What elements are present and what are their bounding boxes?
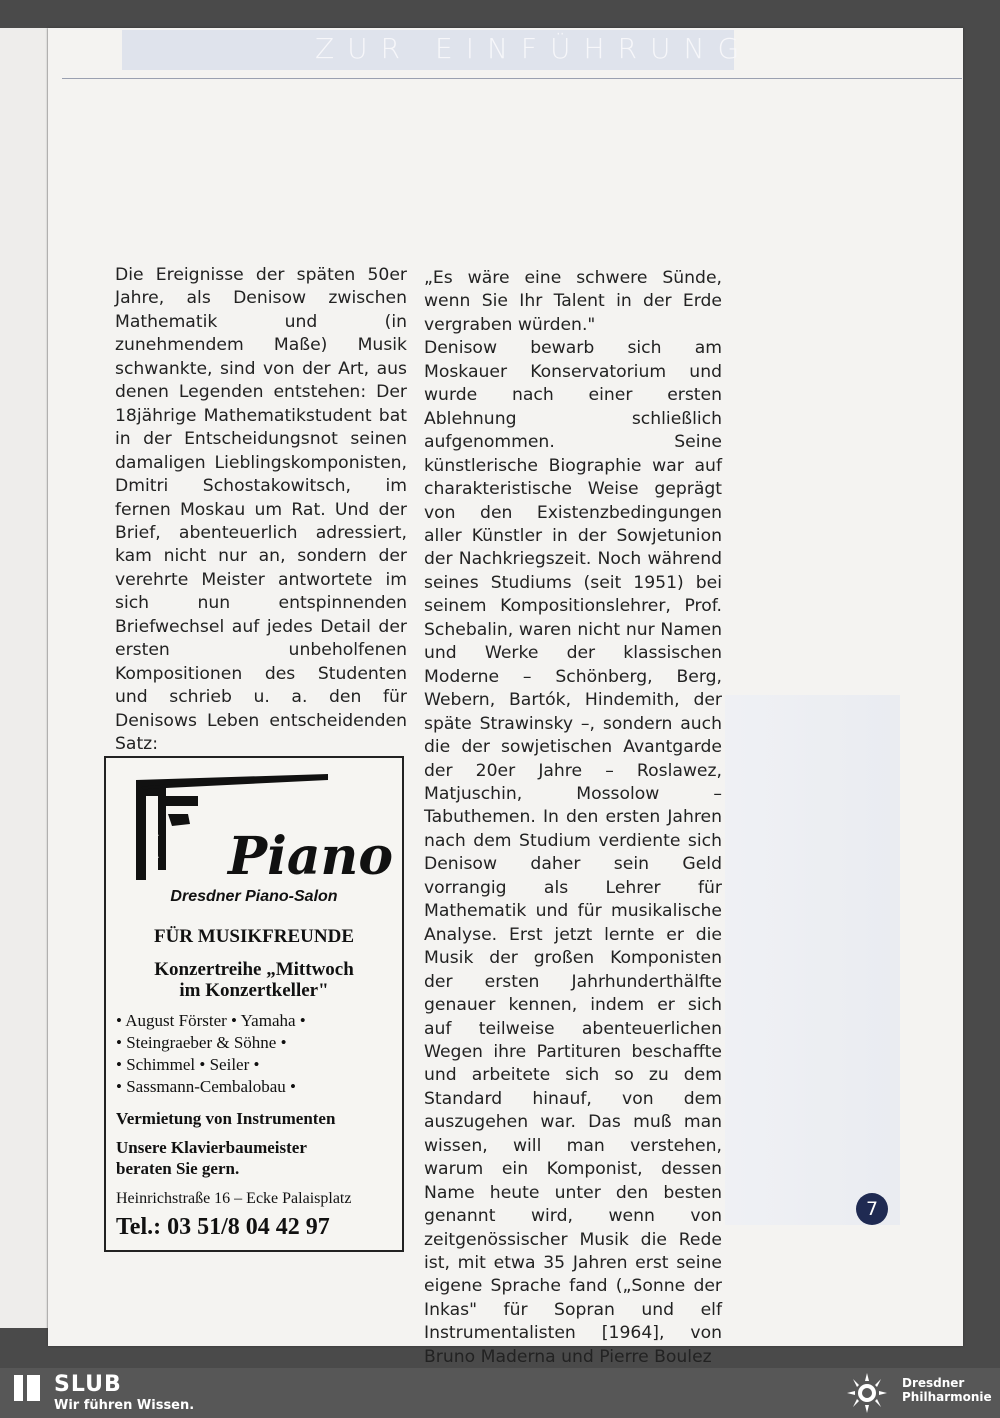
slub-logo-icon [14,1375,40,1401]
right-text-column [424,267,722,1369]
piano-salon-advertisement [104,756,404,1252]
partner-name [902,1376,992,1404]
previous-page-edge [0,28,53,1328]
address: Heinrichstraße 16 – Ecke Palaisplatz [116,1190,352,1207]
left-text-column [115,264,407,757]
partner-line2: Philharmonie [902,1390,992,1404]
left-column-paragraph: Die Ereignisse der späten 50er Jahre, als Denisow zwischen Mathematik und (in zunehmendem Maße) Musik schwankte, sind von der Art, aus denen Legenden entstehen: Der 18jährige Mathematikstudent bat in der Entscheidungsnot seinen damaligen Lieblingskomponisten, Dmitri Schostakowitsch, im fernen Moskau um Rat. Und der Brief, abenteuerlich adressiert, kam nicht nur an, sondern der verehrte Meister antwortete im sich nun entspinnenden Briefwechsel auf jedes Detail der ersten unbeholfenen Kompositionen des Studenten und schrieb u. a. den für Denisows Leben entscheidenden Satz: [115,265,407,755]
show-through-image [725,695,900,1225]
brand-line: • Steingraeber & Söhne • [116,1033,287,1052]
rental-line: Vermietung von Instrumenten [116,1109,336,1128]
phone-number: Tel.: 03 51/8 04 42 97 [116,1214,330,1240]
ad-subtitle: Dresdner Piano-Salon [170,888,338,905]
quote-paragraph: „Es wäre eine schwere Sünde, wenn Sie Ihr Talent in der Erde vergraben würden." [424,268,722,335]
header-rule [62,78,962,79]
sunburst-logo-icon [842,1372,892,1414]
concert-series-line1: Konzertreihe „Mittwoch [154,959,354,980]
advice-line2: beraten Sie gern. [116,1159,240,1178]
brand-line: • Schimmel • Seiler • [116,1055,260,1074]
logo-wordmark: Piano [228,826,394,886]
piano-logo [128,766,398,886]
brand-line: • August Förster • Yamaha • [116,1011,306,1030]
brand-line: • Sassmann-Cembalobau • [116,1077,296,1096]
advice-line1: Unsere Klavierbaumeister [116,1138,307,1157]
right-column-paragraph: Denisow bewarb sich am Moskauer Konservatorium und wurde nach einer ersten Ablehnung schließlich aufgenommen. Seine künstlerische Biographie war auf charakteristische Weise geprägt von den Existenzbedingungen aller Künstler in der Sowjetunion der Nachkriegszeit. Noch während seines Studiums (seit 1951) bei seinem Kompositionslehrer, Prof. Schebalin, waren nicht nur Namen und Werke der klassischen Moderne – Schönberg, Berg, Webern, Bartók, Hindemith, der späte Strawinsky –, sondern auch die der sowjetischen Avantgarde der 20er Jahre – Roslawez, Matjuschin, Mossolow – Tabuthemen. In den ersten Jahren nach dem Studium verdiente sich Denisow daher sein Geld vorrangig als Lehrer für Mathematik und für musikalische Analyse. Erst jetzt lernte er die Musik der großen Komponisten der ersten Jahrhunderthälfte genauer kennen, indem er sich auf teilweise abenteuerlichen Wegen ihre Partituren beschaffte und arbeitete sich so zu dem Standard hinauf, von dem auszugehen war. Das muß man wissen, will man verstehen, warum ein Komponist, dessen Name heute unter den besten genannt wird, wenn von zeitgenössischer Musik die Rede ist, mit etwa 35 Jahren erst seine eigene Sprache fand („Sonne der Inkas" für Sopran und elf Instrumentalisten [1964], von Bruno Maderna und Pierre Boulez [424,338,722,1367]
library-name: SLUB [54,1372,122,1397]
footer-bar [0,1368,1000,1418]
ad-headline: FÜR MUSIKFREUNDE [153,926,355,947]
section-title: ZUR EINFÜHRUNG [315,32,753,65]
page-number-badge: 7 [856,1193,888,1225]
partner-line1: Dresdner [902,1376,965,1390]
concert-series-line2: im Konzertkeller" [179,980,329,1001]
library-tagline: Wir führen Wissen. [54,1398,195,1413]
